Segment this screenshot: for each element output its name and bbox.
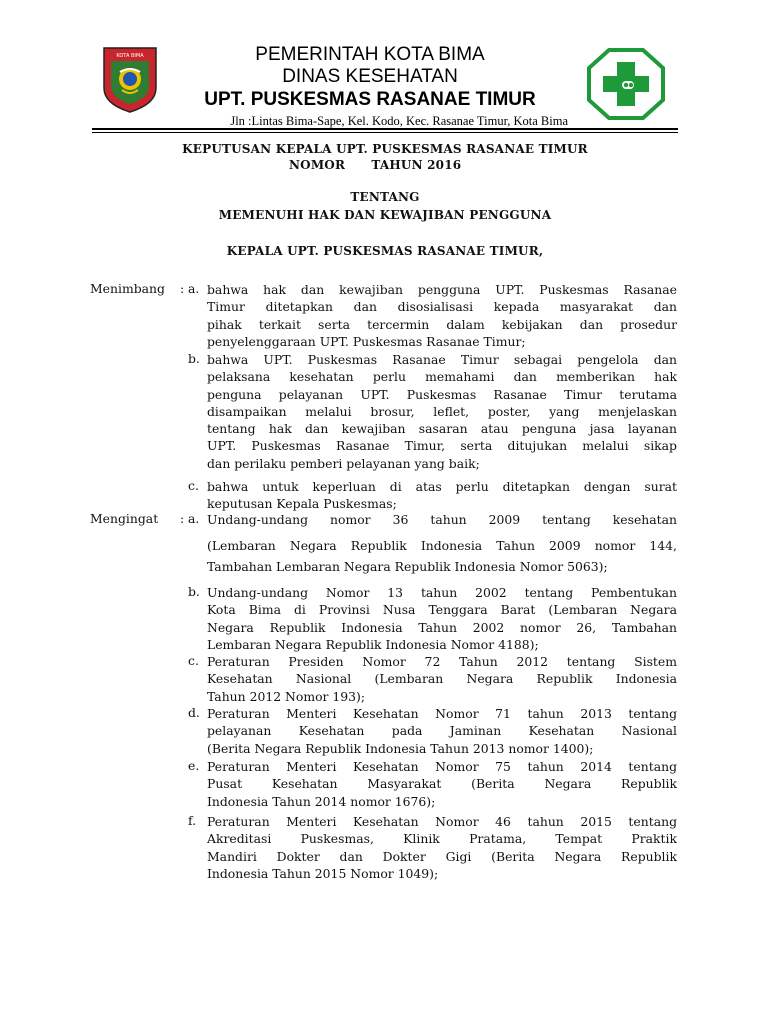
mengingat-item-marker: b. xyxy=(188,584,200,599)
text-line: tentang hak dan kewajiban sasaran atau penguna jasa layanan xyxy=(207,421,677,437)
puskesmas-cross-icon xyxy=(587,48,665,120)
text-line: Undang-undang nomor 36 tahun 2009 tentang kesehatan xyxy=(207,512,677,527)
text-line: Peraturan Menteri Kesehatan Nomor 46 tahun 2015 tentang xyxy=(207,814,677,829)
menimbang-item-text xyxy=(207,478,677,513)
text-line: bahwa UPT. Puskesmas Rasanae Timur sebagai pengelola dan xyxy=(207,352,677,367)
text-line: UPT. Puskesmas Rasanae Timur, serta ditujukan melalui sikap xyxy=(207,438,677,454)
text-line: Indonesia Tahun 2014 nomor 1676); xyxy=(207,793,436,809)
letterhead-institution: UPT. PUSKESMAS RASANAE TIMUR xyxy=(204,89,536,110)
tentang-heading: TENTANG xyxy=(350,190,420,204)
text-line: Negara Republik Indonesia Tahun 2002 nomor 26, Tambahan xyxy=(207,619,677,635)
mengingat-colon: : xyxy=(180,511,185,526)
letterhead-address: Jln :Lintas Bima-Sape, Kel. Kodo, Kec. Rasanae Timur, Kota Bima xyxy=(230,114,568,128)
text-line: keputusan Kepala Puskesmas; xyxy=(207,496,397,512)
text-line: Timur ditetapkan dan disosialisasi kepada masyarakat dan xyxy=(207,299,677,315)
mengingat-item-marker: f. xyxy=(188,813,197,828)
text-line: bahwa hak dan kewajiban pengguna UPT. Puskesmas Rasanae xyxy=(207,282,677,297)
kota-bima-crest-icon xyxy=(102,46,158,114)
mengingat-item-text xyxy=(207,705,677,757)
letterhead-government: PEMERINTAH KOTA BIMA xyxy=(255,44,485,65)
menimbang-item-marker: c. xyxy=(188,478,199,493)
text-line: pihak terkait serta tercermin dalam kebijakan dan prosedur xyxy=(207,316,677,332)
text-line: Indonesia Tahun 2015 Nomor 1049); xyxy=(207,865,439,881)
mengingat-item-text xyxy=(207,813,677,882)
menimbang-item-text xyxy=(207,351,677,472)
text-line: Mandiri Dokter dan Dokter Gigi (Berita Negara Republik xyxy=(207,848,677,864)
text-line: dan perilaku pemberi pelayanan yang baik; xyxy=(207,455,480,471)
crest-text: KOTA BIMA xyxy=(116,53,144,59)
text-line: Tambahan Lembaran Negara Republik Indonesia Nomor 5063); xyxy=(207,558,608,574)
letterhead-rule-thin xyxy=(92,132,678,133)
decree-subject: MEMENUHI HAK DAN KEWAJIBAN PENGGUNA xyxy=(218,208,552,222)
authority-heading: KEPALA UPT. PUSKESMAS RASANAE TIMUR, xyxy=(226,244,544,258)
text-line: pelaksana kesehatan perlu memahami dan memberikan hak xyxy=(207,369,677,385)
text-line: pelayanan Kesehatan pada Jaminan Kesehatan Nasional xyxy=(207,723,677,739)
text-line: Akreditasi Puskesmas, Klinik Pratama, Tempat Praktik xyxy=(207,831,677,847)
text-line: Peraturan Presiden Nomor 72 Tahun 2012 tentang Sistem xyxy=(207,654,677,669)
menimbang-colon: : xyxy=(180,281,185,296)
letterhead xyxy=(160,44,580,129)
letterhead-department: DINAS KESEHATAN xyxy=(282,66,458,87)
text-line: Pusat Kesehatan Masyarakat (Berita Negara Republik xyxy=(207,776,677,792)
decree-number: NOMOR TAHUN 2016 xyxy=(289,158,462,172)
text-line: (Lembaran Negara Republik Indonesia Tahun 2009 nomor 144, xyxy=(207,538,677,554)
text-line: Kota Bima di Provinsi Nusa Tenggara Barat (Lembaran Negara xyxy=(207,602,677,618)
text-line: Peraturan Menteri Kesehatan Nomor 71 tahun 2013 tentang xyxy=(207,706,677,721)
mengingat-item-marker: c. xyxy=(188,653,199,668)
mengingat-item-text xyxy=(207,653,677,705)
text-line: Undang-undang Nomor 13 tahun 2002 tentang Pembentukan xyxy=(207,585,677,600)
menimbang-item-marker: b. xyxy=(188,351,200,366)
text-line: penguna pelayanan UPT. Puskesmas Rasanae Timur terutama xyxy=(207,386,677,402)
letterhead-rule-thick xyxy=(92,128,678,130)
menimbang-label: Menimbang xyxy=(90,281,165,296)
mengingat-item-text xyxy=(207,584,677,653)
text-line: bahwa untuk keperluan di atas perlu ditetapkan dengan surat xyxy=(207,479,677,494)
text-line: penyelenggaraan UPT. Puskesmas Rasanae Timur; xyxy=(207,333,526,349)
text-line: Peraturan Menteri Kesehatan Nomor 75 tahun 2014 tentang xyxy=(207,759,677,774)
mengingat-label: Mengingat xyxy=(90,511,159,526)
text-line: Tahun 2012 Nomor 193); xyxy=(207,688,366,704)
text-line: Lembaran Negara Republik Indonesia Nomor 4188); xyxy=(207,636,539,652)
mengingat-item-text xyxy=(207,758,677,810)
text-line: Kesehatan Nasional (Lembaran Negara Republik Indonesia xyxy=(207,671,677,687)
mengingat-item-text xyxy=(207,511,677,575)
menimbang-item-text xyxy=(207,281,677,350)
menimbang-item-marker: a. xyxy=(188,281,200,296)
mengingat-item-marker: a. xyxy=(188,511,200,526)
decree-title: KEPUTUSAN KEPALA UPT. PUSKESMAS RASANAE TIMUR xyxy=(182,142,588,156)
mengingat-item-marker: e. xyxy=(188,758,200,773)
mengingat-item-marker: d. xyxy=(188,705,200,720)
text-line: disampaikan melalui brosur, leflet, poster, yang menjelaskan xyxy=(207,403,677,419)
text-line: (Berita Negara Republik Indonesia Tahun 2013 nomor 1400); xyxy=(207,740,594,756)
